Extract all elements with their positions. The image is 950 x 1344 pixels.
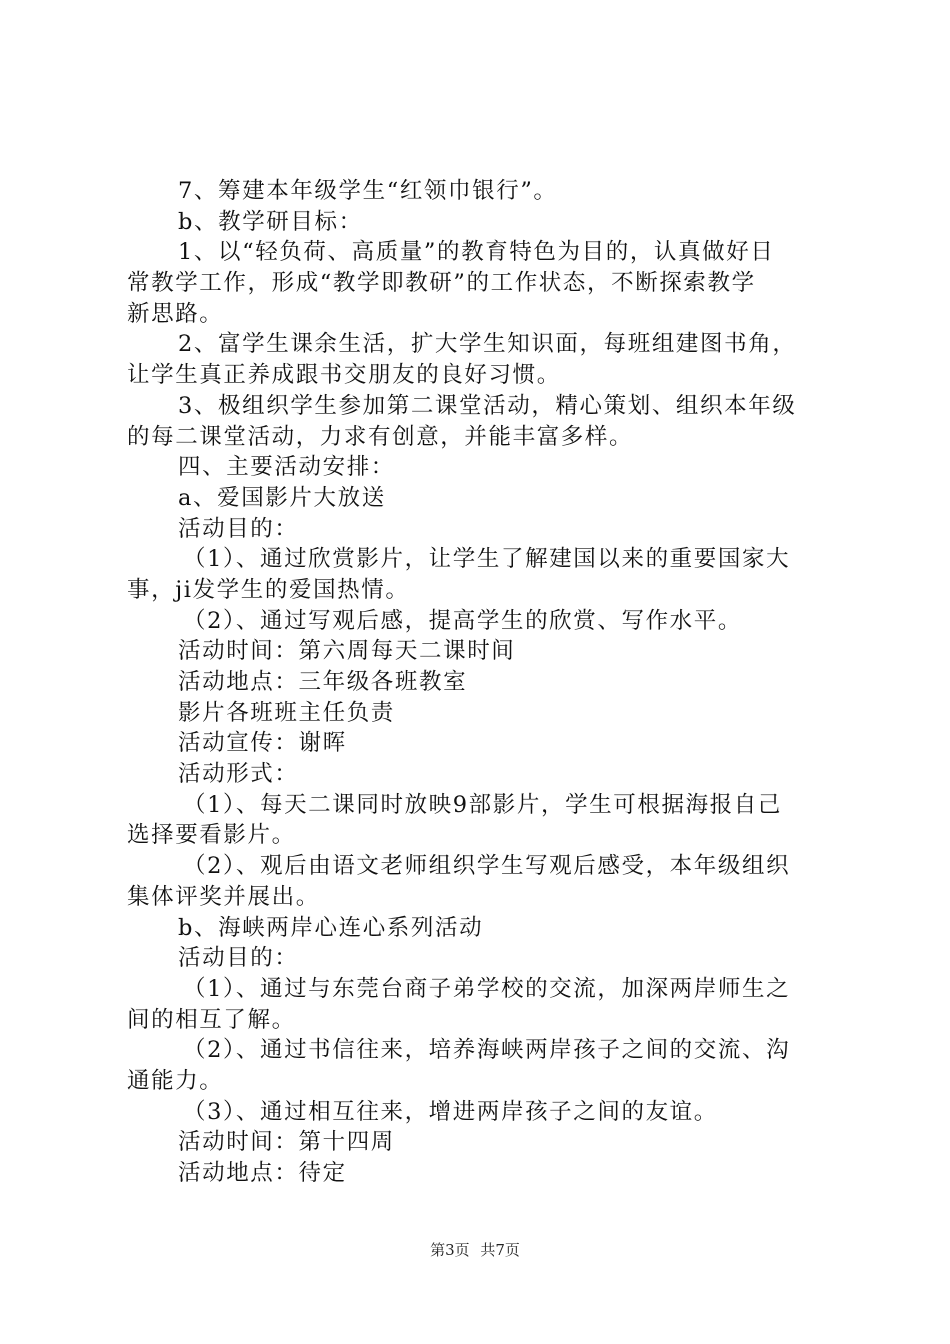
text-line: 影片各班班主任负责 bbox=[178, 699, 395, 726]
text-line: 新思路。 bbox=[127, 300, 224, 327]
text-line: 活动地点：待定 bbox=[178, 1160, 347, 1186]
page-number-current: 第3页 bbox=[430, 1241, 470, 1259]
text-line: 事，ji发学生的爱国热情。 bbox=[127, 576, 410, 603]
text-line: 7、筹建本年级学生“红领巾银行”。 bbox=[178, 178, 558, 204]
text-line: 活动宣传：谢晖 bbox=[178, 730, 347, 757]
text-line: 2、富学生课余生活，扩大学生知识面，每班组建图书角， bbox=[178, 331, 797, 358]
page-footer bbox=[0, 1240, 950, 1260]
text-line: （2）、通过写观后感，提高学生的欣赏、写作水平。 bbox=[183, 607, 742, 634]
text-line: 选择要看影片。 bbox=[127, 822, 296, 849]
subsection-heading: a、爱国影片大放送 bbox=[178, 484, 386, 511]
text-line: 1、以“轻负荷、高质量”的教育特色为目的，认真做好日 bbox=[178, 239, 775, 266]
page-number-total: 共7页 bbox=[480, 1241, 520, 1259]
text-line: 集体评奖并展出。 bbox=[127, 883, 320, 910]
text-line: 让学生真正养成跟书交朋友的良好习惯。 bbox=[127, 362, 561, 389]
text-line: 通能力。 bbox=[127, 1067, 224, 1094]
text-line: （1）、通过与东莞台商子弟学校的交流，加深两岸师生之 bbox=[183, 975, 791, 1002]
text-line: 的每二课堂活动，力求有创意，并能丰富多样。 bbox=[127, 423, 634, 450]
text-line: 3、极组织学生参加第二课堂活动，精心策划、组织本年级 bbox=[178, 392, 797, 419]
subsection-heading: b、海峡两岸心连心系列活动 bbox=[178, 914, 484, 941]
text-line: 活动目的： bbox=[178, 515, 299, 542]
text-line: 活动时间：第十四周 bbox=[178, 1129, 395, 1156]
text-line: 常教学工作，形成“教学即教研”的工作状态，不断探索教学 bbox=[127, 270, 756, 297]
text-line: （2）、观后由语文老师组织学生写观后感受，本年级组织 bbox=[183, 853, 791, 880]
document-body bbox=[127, 176, 833, 1189]
text-line: （1）、通过欣赏影片，让学生了解建国以来的重要国家大 bbox=[183, 546, 791, 573]
text-line: （2）、通过书信往来，培养海峡两岸孩子之间的交流、沟 bbox=[183, 1037, 791, 1064]
text-line: 活动地点：三年级各班教室 bbox=[178, 669, 468, 695]
text-line: （1）、每天二课同时放映9部影片，学生可根据海报自己 bbox=[183, 791, 782, 818]
section-heading: 四、主要活动安排： bbox=[178, 454, 395, 481]
text-line: 活动时间：第六周每天二课时间 bbox=[178, 638, 516, 665]
text-line: （3）、通过相互往来，增进两岸孩子之间的友谊。 bbox=[183, 1098, 718, 1125]
text-line: 活动形式： bbox=[178, 761, 299, 788]
text-line: b、教学研目标： bbox=[178, 208, 363, 235]
text-line: 活动目的： bbox=[178, 945, 299, 972]
text-line: 间的相互了解。 bbox=[127, 1006, 296, 1033]
